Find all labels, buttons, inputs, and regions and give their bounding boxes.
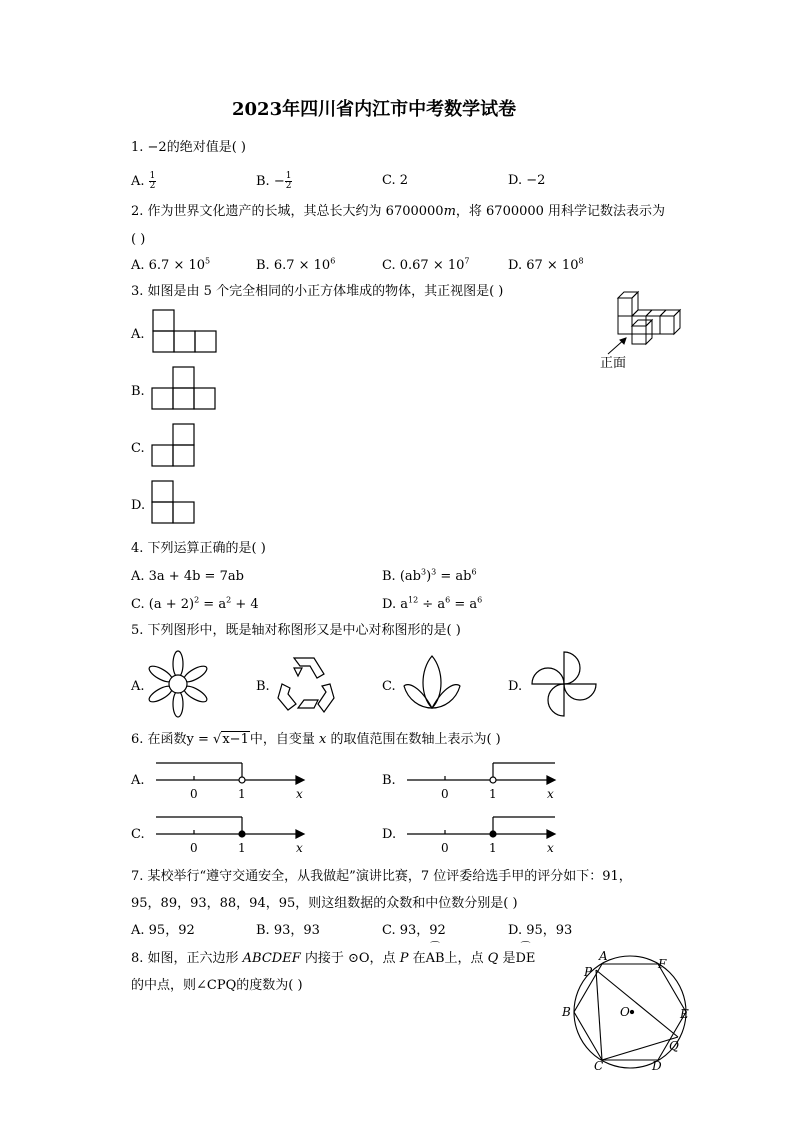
q2-option-d: D. $67 \times 10^8$ xyxy=(508,256,584,273)
q3-option-d-label: D. xyxy=(131,498,146,513)
q3-option-d-view xyxy=(151,480,197,524)
q7-option-b: B. 93，93 xyxy=(256,923,320,938)
q5-stem: 5. 下列图形中，既是轴对称图形又是中心对称图形的是( ) xyxy=(131,623,461,638)
q8-label-o: O xyxy=(620,1005,630,1019)
q8-label-f: F xyxy=(658,957,667,971)
q8-hexagon-circle-figure xyxy=(562,950,702,1074)
q6-option-a-label: A. xyxy=(131,773,145,788)
q6-c-axis: x xyxy=(296,841,303,855)
q4-option-a: A. 3a + 4b = 7ab xyxy=(131,569,244,584)
q6-b-tick-1: 1 xyxy=(489,787,497,801)
q4-option-c: C. $(a + 2)^2 = a^2 + 4$ xyxy=(131,595,259,612)
q6-option-d-numberline xyxy=(403,812,563,856)
q4-option-d: D. $a^{12} \div a^6 = a^6$ xyxy=(382,595,483,612)
q6-c-tick-1: 1 xyxy=(238,841,246,855)
q4-option-b: B. $(ab^3)^3 = ab^6$ xyxy=(382,567,477,584)
q8-stem-cont: 的中点，则∠CPQ的度数为( ) xyxy=(131,978,303,993)
q1-option-a: A. $\frac{1}{2}$ xyxy=(131,171,156,191)
q4-stem: 4. 下列运算正确的是( ) xyxy=(131,541,266,556)
q8-label-d: D xyxy=(652,1059,662,1073)
q8-label-e: E xyxy=(680,1007,689,1021)
q5-option-a-flower xyxy=(146,650,210,718)
q3-option-c-label: C. xyxy=(131,441,145,456)
q8-stem: 8. 如图，正六边形 ABCDEF 内接于 ⊙O，点 P 在⌒ AB上，点 Q 是⌒ DE xyxy=(131,952,535,965)
q6-stem: 6. 在函数y = √x−1中，自变量 x 的取值范围在数轴上表示为( ) xyxy=(131,732,501,747)
q2-stem-cont: ( ) xyxy=(131,232,146,247)
q6-a-tick-0: 0 xyxy=(190,787,198,801)
q3-stem: 3. 如图是由 5 个完全相同的小正方体堆成的物体，其正视图是( ) xyxy=(131,284,504,299)
q3-option-a-label: A. xyxy=(131,327,145,342)
q7-option-a: A. 95，92 xyxy=(131,923,195,938)
q2-option-a: A. $6.7 \times 10^5$ xyxy=(131,256,211,273)
q6-b-tick-0: 0 xyxy=(441,787,449,801)
q1-option-d: D. −2 xyxy=(508,173,546,188)
q5-option-b-recycle xyxy=(274,654,338,714)
q3-option-b-view xyxy=(151,366,217,410)
q1-stem: 1. −2的绝对值是( ) xyxy=(131,140,246,155)
q8-label-p: P xyxy=(584,965,593,979)
q3-option-b-label: B. xyxy=(131,384,145,399)
q6-c-tick-0: 0 xyxy=(190,841,198,855)
q5-option-a-label: A. xyxy=(131,679,145,694)
q5-option-c-label: C. xyxy=(382,679,396,694)
q7-stem-cont: 95，89，93，88，94，95，则这组数据的众数和中位数分别是( ) xyxy=(131,896,518,911)
q7-option-d: D. 95，93 xyxy=(508,923,573,938)
q6-option-c-label: C. xyxy=(131,827,145,842)
q2-stem: 2. 作为世界文化遗产的长城，其总长大约为 6700000𝑚，将 6700000 用科学记数法表示为 xyxy=(131,204,666,219)
q6-a-axis: x xyxy=(296,787,303,801)
q2-option-c: C. $0.67 \times 10^7$ xyxy=(382,256,470,273)
q6-option-b-numberline xyxy=(403,758,563,802)
q6-option-c-numberline xyxy=(152,812,312,856)
q5-option-b-label: B. xyxy=(256,679,270,694)
q5-option-c-lotus xyxy=(402,652,462,712)
q1-option-b: B. − $\frac{1}{2}$ xyxy=(256,171,292,191)
q8-label-a: A xyxy=(599,949,608,963)
q5-option-d-label: D. xyxy=(508,679,523,694)
q5-option-d-pinwheel xyxy=(528,648,600,720)
q6-b-axis: x xyxy=(547,787,554,801)
q6-a-tick-1: 1 xyxy=(238,787,246,801)
q3-option-a-view xyxy=(152,309,218,353)
q8-label-q: Q xyxy=(669,1039,679,1053)
q8-label-c: C xyxy=(594,1059,604,1073)
q7-option-c: C. 93，92 xyxy=(382,923,446,938)
q6-option-d-label: D. xyxy=(382,827,397,842)
q1-option-c: C. 2 xyxy=(382,173,409,188)
q6-option-b-label: B. xyxy=(382,773,396,788)
page-title: 2023年四川省内江市中考数学试卷 xyxy=(232,99,517,120)
q6-d-tick-0: 0 xyxy=(441,841,449,855)
q2-option-b: B. $6.7 \times 10^6$ xyxy=(256,256,336,273)
q6-option-a-numberline xyxy=(152,758,312,802)
q6-d-tick-1: 1 xyxy=(489,841,497,855)
q3-option-c-view xyxy=(151,423,197,467)
q7-stem: 7. 某校举行“遵守交通安全，从我做起”演讲比赛，7 位评委给选手甲的评分如下：91， xyxy=(131,869,632,884)
q3-front-label: 正面 xyxy=(600,356,627,371)
q8-label-b: B xyxy=(562,1005,571,1019)
q6-d-axis: x xyxy=(547,841,554,855)
